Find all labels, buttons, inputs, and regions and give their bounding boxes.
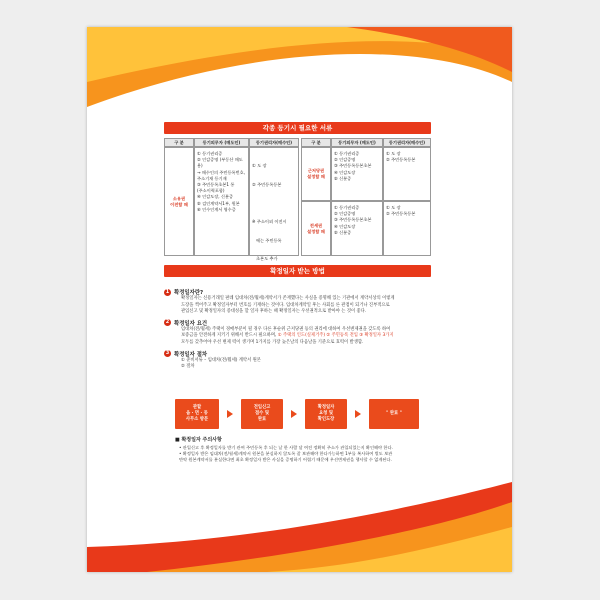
section-1-body [164,296,431,316]
list-item: ② 인감증명 (부동산 매도용) [197,157,243,169]
paragraph-line [181,333,431,340]
list-item: ② 주민등록등본 [252,182,282,188]
lease-seller-docs [331,201,383,256]
flow-step-complete: " 완료 " [369,399,419,429]
section-heading: 확정일자 절차 [174,351,208,358]
cautions-section [175,436,425,463]
table-header-buyer: 등기권리자(매수인) [249,138,299,147]
ownership-buyer-docs [249,147,299,262]
row-label-mortgage: 근저당권 설정할 때 [301,147,331,201]
list-item: ⑥ 인수인계서 영수증 [197,206,236,212]
flow-step-move-in-report: 전입신고 접수 및 완료 [241,399,283,429]
flow-step-request-stamp: 확정일자 요청 및 확인도장 [305,399,347,429]
list-item: → 매수인의 주민등록번호, [197,169,245,175]
paragraph-line: ① 준비서류 – 임대차(전/월세) 계약서 원본 [181,357,261,363]
document-page [87,27,512,572]
list-item: ③ 주민등록초본1 통 [197,182,235,188]
section-heading: 확정일자 요건 [174,320,208,327]
caution-line: • 관입신고 후 확정일자를 받기 관여 주민등록 후 되는 날 한 사람 달 여전 정확히 주소가 관입되었는지 확인해야 한다. [179,445,393,450]
list-item: ② 주민등록등본 [386,211,416,217]
section-2-title [164,319,431,327]
mortgage-seller-docs [331,147,383,201]
list-item: 주소기재 등기재 [197,175,227,181]
lease-buyer-docs [383,201,431,256]
section-1-title [164,288,431,296]
arrow-right-icon [227,410,233,418]
section-3-body [164,358,431,371]
paragraph-text: 보증금을 안전하게 지키기 위해서 반드시 필요하며, [181,333,277,339]
row-label-ownership-transfer: 소유권 이전할 때 [164,147,194,256]
mortgage-buyer-docs [383,147,431,201]
number-badge: 2 [165,319,170,326]
cautions-title: ■ 확정일자 주의사항 [175,437,222,443]
table-header-category-right: 구 분 [301,138,331,147]
list-item: ① 등기권리증 [197,151,223,156]
list-item: ④ 인감도장 [334,169,356,175]
list-item: ④ 인감도장 [334,223,356,229]
table-header-category: 구 분 [164,138,194,147]
number-badge: 1 [165,288,170,295]
list-item: (주소이력포함) [197,188,225,194]
list-item: ① 등기권리증 [334,205,360,210]
requirements-highlight: ① 주택의 인도(실제거주) ② 주민등록 전입 ③ 확정일자 3가지 [277,333,394,339]
caution-line: • 확정일자 받은 임대차(전/월세)계약서 원본을 분실하지 않도록 잘 보관해야 한다가능하면 1부를 복사하여 별도 보관 [179,451,393,456]
list-item: ③ 주민등록등본초본 [334,217,372,223]
table-header-buyer-right: 등기권리자(매수인) [383,138,431,147]
ownership-seller-docs [194,147,249,256]
arrow-right-icon [355,410,361,418]
caution-line: 만약 원본계약서를 분실한다면 최초 확정일자 받은 사실을 증명하기 어렵기 때문에 우선변제권을 행사할 수 없게된다. [179,457,392,462]
paragraph-line: 도장을 찍어주고 확정일자부터 번호를 기재하는 것이다. 임대차계약일 후는 사회를 른 관점이 되거나 진부적으로 [181,302,390,308]
list-item: ⑤ 검인계약서1부, 원본 [197,200,240,206]
section-heading: 확정일자란? [174,290,204,296]
list-item: ⑤ 신분증 [334,175,352,181]
section-3-title [164,350,431,358]
list-item: ① 등기권리증 [334,151,360,156]
list-item: 초본도 추가 [252,256,278,262]
table-header-seller: 등기의무자 (매도인) [194,138,249,147]
list-item: ② 인감증명 [334,211,356,217]
list-item: ⑤ 신분증 [334,229,352,235]
paragraph-line: 모두를 갖추어야 우선 변제 력이 생기며 1가지를 가장 늦은날의 다음날을 기준으로 효력이 발생함. [181,339,364,345]
list-item: ② 주민등록등본 [386,157,416,163]
list-item: ① 도 장 [252,163,267,169]
row-label-lease-right: 전세권 설정할 때 [301,201,331,256]
list-item: ① 도 장 [386,151,401,156]
paragraph-line: 임대차(전/월세) 주택이 경매부분이 될 경우 다른 후순위 근저당권 등의 권리에 대하여 우선변제권을 갖도록 하여 [181,326,391,332]
list-item: ② 인감증명 [334,157,356,163]
fixed-date-sections [164,285,431,371]
list-item: 에는 주민등록 [252,237,282,243]
list-item: ④ 인감도장, 신분증 [197,194,234,200]
procedure-flowchart [175,399,425,429]
list-item [252,201,296,207]
required-documents-table [164,138,431,262]
section-banner-fixed-date: 확정일자 받는 방법 [164,265,431,277]
paragraph-line: 관입신고 및 확정일자의 증대성을 할 일자 후하는 때 확정일자는 우선권적으로 받아야 는 것이 좋다. [181,309,367,315]
number-badge: 3 [165,350,170,357]
arrow-right-icon [291,410,297,418]
flow-step-visit-office: 관할 읍 · 면 · 동 사무소 방문 [175,399,219,429]
paragraph-line: ② 절차 [181,364,195,370]
list-item: ① 도 장 [386,205,401,210]
table-header-seller-right: 등기의무자 (매도인) [331,138,383,147]
section-2-body [164,327,431,347]
section-banner-documents: 각종 등기시 필요한 서류 [164,122,431,134]
list-item: ※ 주소이외 이전시 [252,219,287,225]
paragraph-line: 확정일자는 신용거래일 판례 임대차(전/월세)계약서가 존재했다는 사실을 증명해 있는 기관에서 계약서상의 이렇게 [181,296,395,301]
list-item: ③ 주민등록등본초본 [334,163,372,169]
